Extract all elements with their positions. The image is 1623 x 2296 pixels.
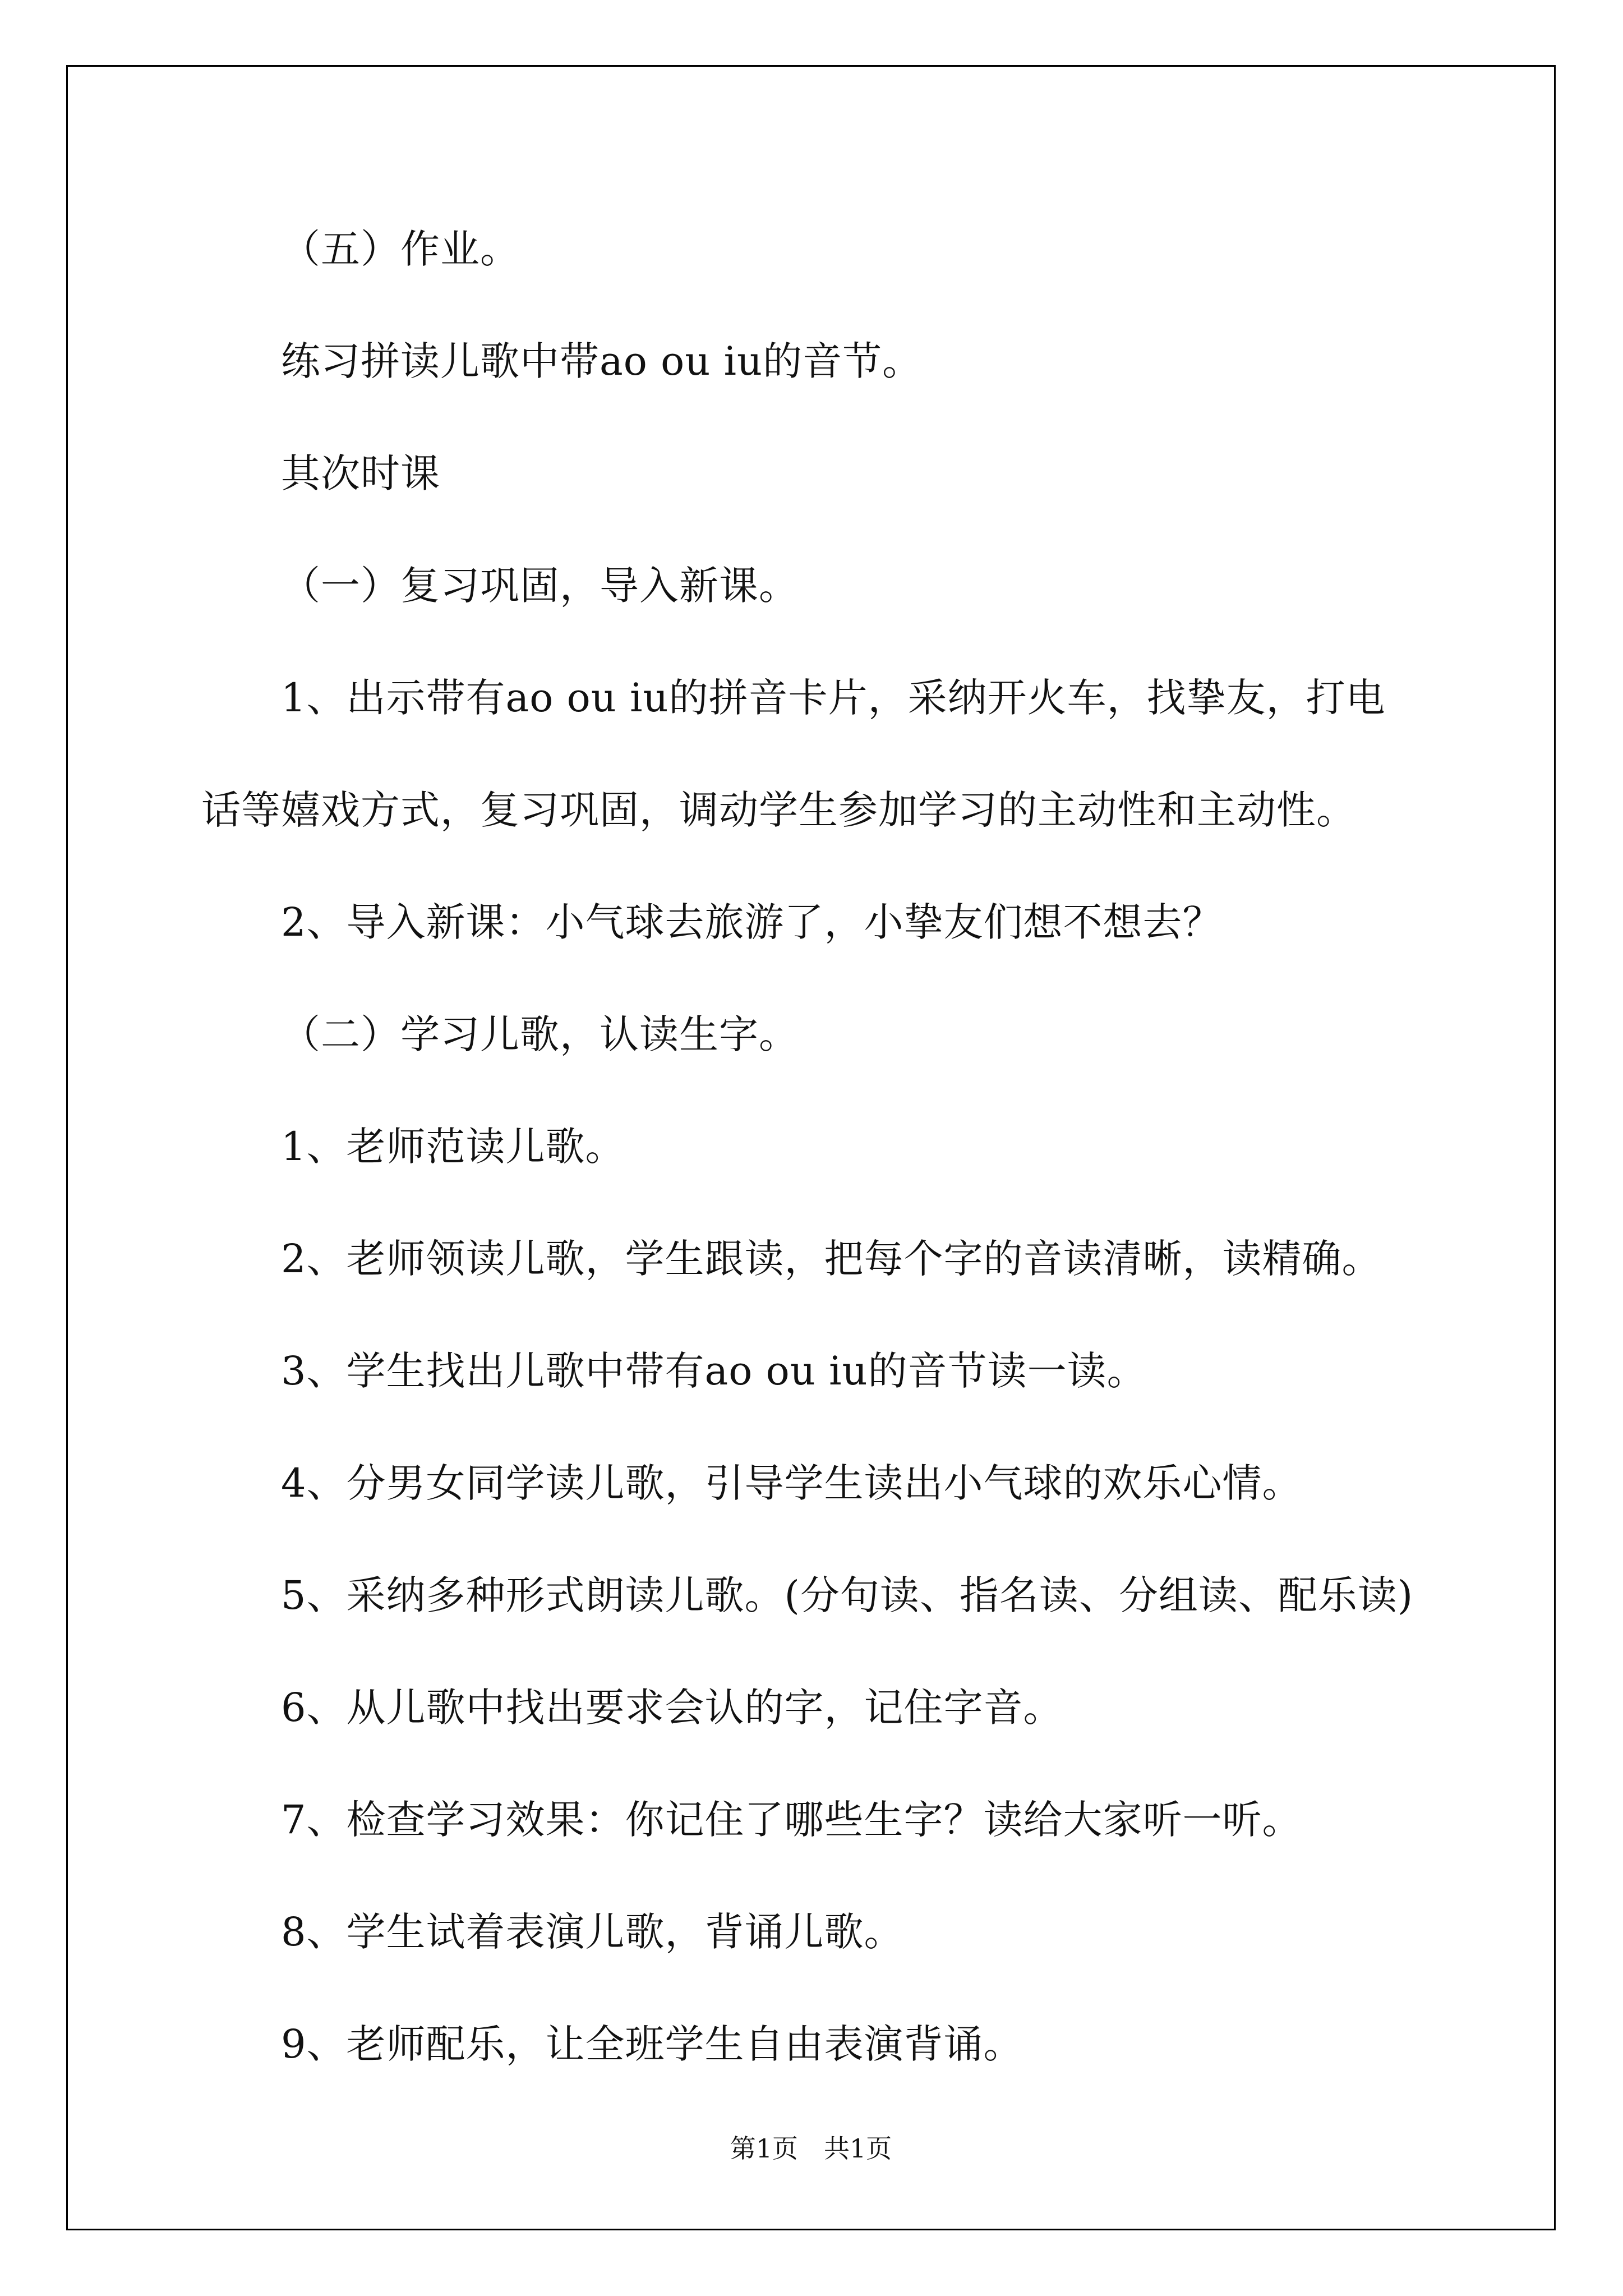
paragraph-second-lesson: 其次时课 xyxy=(281,450,440,496)
paragraph-practice: 练习拼读儿歌中带ao ou iu的音节。 xyxy=(281,338,923,384)
paragraph-step-1: 1、老师范读儿歌。 xyxy=(281,1124,625,1170)
paragraph-heading-2: （二）学习儿歌，认读生字。 xyxy=(281,1011,799,1057)
paragraph-step-7: 7、检查学习效果：你记住了哪些生字？读给大家听一听。 xyxy=(281,1797,1302,1843)
paragraph-step-2: 2、老师领读儿歌，学生跟读，把每个字的音读清晰，读精确。 xyxy=(281,1236,1382,1282)
paragraph-step-9: 9、老师配乐，让全班学生自由表演背诵。 xyxy=(281,2021,1023,2067)
document-page xyxy=(66,65,1556,2230)
paragraph-item-2: 2、导入新课：小气球去旅游了，小挚友们想不想去？ xyxy=(281,899,1223,945)
paragraph-step-8: 8、学生试着表演儿歌，背诵儿歌。 xyxy=(281,1909,904,1955)
paragraph-item-1: 1、出示带有ao ou iu的拼音卡片，采纳开火车，找挚友，打电 xyxy=(281,675,1386,721)
paragraph-step-6: 6、从儿歌中找出要求会认的字，记住字音。 xyxy=(281,1685,1063,1731)
paragraph-heading-1: （一）复习巩固，导入新课。 xyxy=(281,563,799,609)
paragraph-item-1-continued: 话等嬉戏方式，复习巩固，调动学生参加学习的主动性和主动性。 xyxy=(201,787,1356,833)
paragraph-step-4: 4、分男女同学读儿歌，引导学生读出小气球的欢乐心情。 xyxy=(281,1460,1302,1506)
paragraph-heading-5: （五）作业。 xyxy=(281,226,520,272)
page-footer: 第1页 共1页 xyxy=(730,2133,892,2164)
paragraph-step-5: 5、采纳多种形式朗读儿歌。(分句读、指名读、分组读、配乐读) xyxy=(281,1572,1414,1618)
paragraph-step-3: 3、学生找出儿歌中带有ao ou iu的音节读一读。 xyxy=(281,1348,1147,1394)
